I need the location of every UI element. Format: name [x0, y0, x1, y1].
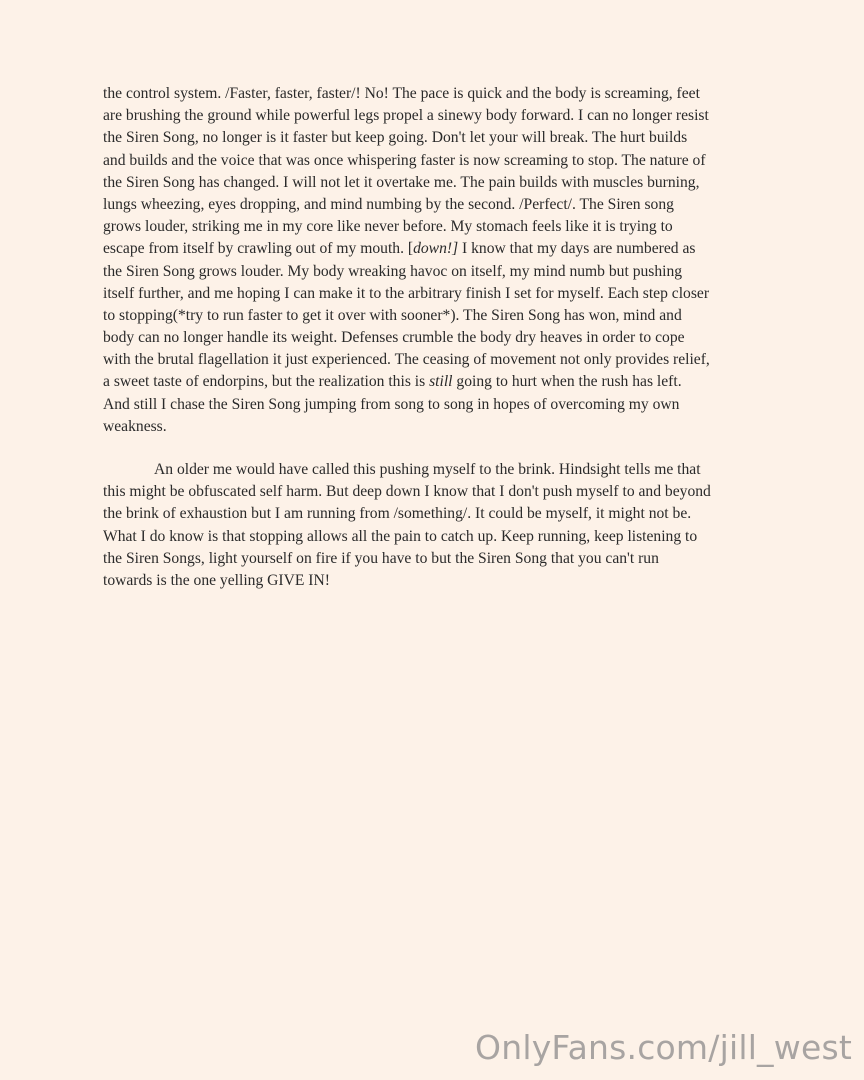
text-line [103, 172, 783, 194]
text-line [103, 194, 783, 216]
text-line [103, 371, 783, 393]
text-line [103, 481, 783, 503]
text-line [103, 283, 783, 305]
text-line [103, 261, 783, 283]
text-segment: the Siren Song grows louder. My body wreaking havoc on itself, my mind numb but pushing [103, 262, 683, 280]
text-segment: this might be obfuscated self harm. But deep down I know that I don't push myself to and beyond [103, 483, 711, 501]
text-segment: a sweet taste of endorpins, but the realization this is [103, 373, 430, 391]
text-segment: itself further, and me hoping I can make it to the arbitrary finish I set for myself. Each step closer [103, 284, 710, 302]
text-line [103, 570, 783, 592]
text-segment: grows louder, striking me in my core like never before. My stomach feels like it is trying to [103, 218, 673, 236]
text-segment: going to hurt when the rush has left. [452, 373, 682, 391]
text-segment: the control system. /Faster, faster, faster/! No! The pace is quick and the body is screaming, feet [103, 85, 700, 102]
text-line [103, 327, 783, 349]
text-line [103, 305, 783, 327]
italic-text: still [429, 373, 453, 391]
text-line [103, 216, 783, 238]
text-segment: are brushing the ground while powerful legs propel a sinewy body forward. I can no longer resist [103, 107, 709, 125]
text-segment: the Siren Songs, light yourself on fire if you have to but the Siren Song that you can't run [103, 549, 659, 567]
text-segment: the Siren Song, no longer is it faster but keep going. Don't let your will break. The hurt builds [103, 129, 688, 147]
text-line [103, 526, 783, 548]
text-segment: lungs wheezing, eyes dropping, and mind numbing by the second. /Perfect/. The Siren song [103, 195, 674, 213]
watermark: OnlyFans.com/jill_west [475, 1028, 852, 1067]
italic-text: down!] [413, 240, 459, 258]
paragraph [103, 83, 783, 438]
text-segment: with the brutal flagellation it just experienced. The ceasing of movement not only provides relief, [103, 351, 710, 369]
text-line [103, 127, 783, 149]
text-line [103, 105, 783, 127]
text-segment: weakness. [103, 417, 167, 435]
text-segment: And still I chase the Siren Song jumping from song to song in hopes of overcoming my own [103, 395, 680, 413]
text-line [103, 150, 783, 172]
paragraph [103, 459, 783, 592]
text-segment: escape from itself by crawling out of my mouth. [ [103, 240, 414, 258]
text-line [103, 394, 783, 416]
text-segment: the Siren Song has changed. I will not let it overtake me. The pain builds with muscles burning, [103, 173, 700, 191]
document-page [103, 83, 783, 592]
text-segment: the brink of exhaustion but I am running from /something/. It could be myself, it might not be. [103, 505, 692, 523]
text-line [103, 416, 783, 438]
text-segment: to stopping(*try to run faster to get it over with sooner*). The Siren Song has won, mind and [103, 306, 682, 324]
text-line [103, 503, 783, 525]
text-line [103, 349, 783, 371]
text-line [103, 83, 783, 105]
text-segment: What I do know is that stopping allows all the pain to catch up. Keep running, keep listening to [103, 527, 698, 545]
text-segment: towards is the one yelling GIVE IN! [103, 571, 330, 589]
text-segment: and builds and the voice that was once whispering faster is now screaming to stop. The nature of [103, 151, 706, 169]
text-segment: body can no longer handle its weight. Defenses crumble the body dry heaves in order to cope [103, 329, 685, 347]
text-segment: I know that my days are numbered as [458, 240, 696, 258]
text-line [103, 238, 783, 260]
text-segment: An older me would have called this pushing myself to the brink. Hindsight tells me that [154, 461, 701, 478]
text-line [103, 459, 783, 481]
text-line [103, 548, 783, 570]
